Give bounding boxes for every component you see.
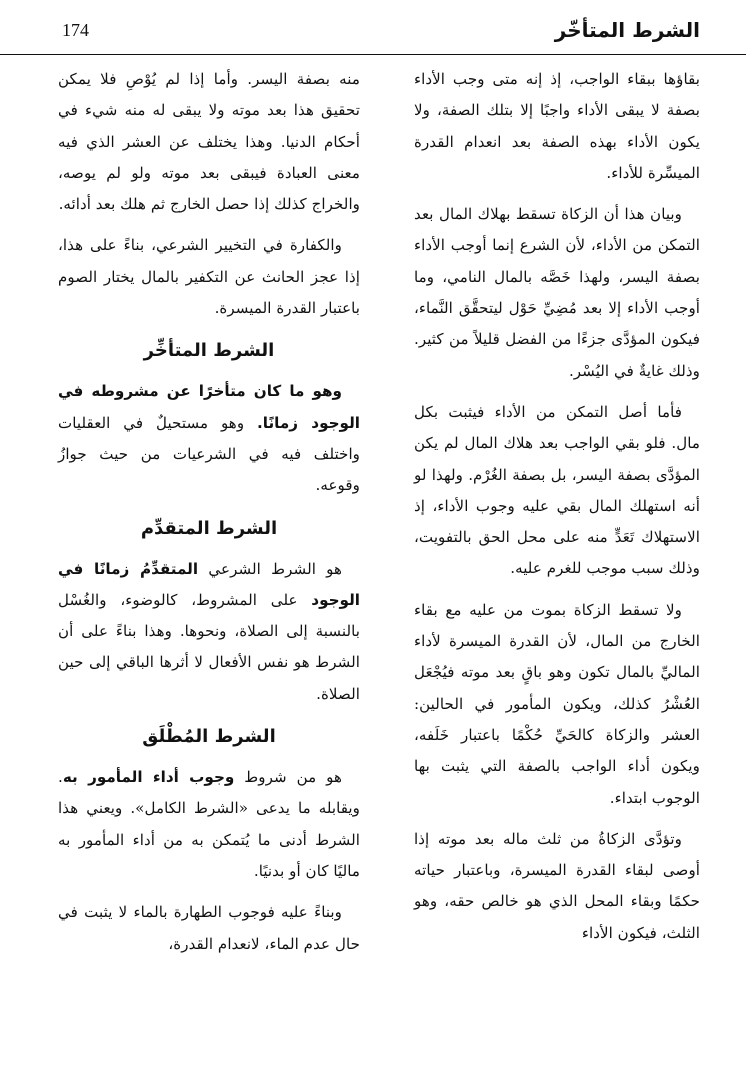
paragraph xyxy=(58,376,360,501)
section-heading-delayed-condition: الشرط المتأخِّر xyxy=(143,340,275,362)
paragraph: والكفارة في التخيير الشرعي، بناءً على هذا، إذا عجز الحانث عن التكفير بالمال يختار الصوم باعتبار القدرة الميسرة. xyxy=(58,236,360,318)
paragraph: فأما أصل التمكن من الأداء فيثبت بكل مال. فلو بقي الواجب بعد هلاك المال لم يكن المؤدَّى بصفة اليسر، بل بصفة الغُرْم. ولهذا لو أنه استهلك المال بقي عليه وجوب الأداء، إذ الاستهلاك تَعَدٍّ منه على محل الحق بالتفويت، وذلك سبب موجب للغرم عليه. xyxy=(414,402,700,578)
running-header xyxy=(0,14,746,55)
paragraph-text: هو من شروط xyxy=(234,768,342,787)
paragraph-text: وهو مستحيلٌ في العقليات واختلف فيه في الشرعيات من حيث جوازُ وقوعه. xyxy=(58,413,360,495)
running-head-title: الشرط المتأخّر xyxy=(554,18,700,42)
paragraph-text: على المشروط، كالوضوء، والغُسْل بالنسبة إلى الصلاة، ونحوها. وهذا بناءً على أن الشرط هو نفس الأفعال لا أثرها الباقي إلى حين الصلاة. xyxy=(58,590,360,703)
defined-term: وهو ما كان متأخرًا عن مشروطه في الوجود زمانًا. xyxy=(58,382,360,432)
paragraph: وتؤدَّى الزكاةُ من ثلث ماله بعد موته إذا أوصى لبقاء القدرة الميسرة، وباعتبار حياته حكمًا وبقاء المحل الذي هو خالص حقه، وهو الثلث، فيكون الأداء xyxy=(414,829,700,942)
paragraph: بقاؤها ببقاء الواجب، إذ إنه متى وجب الأداء بصفة لا يبقى الأداء واجبًا إلا بتلك الصفة، ولا يكون الأداء بهذه الصفة بعد انعدام القدرة الميسِّرة للأداء. xyxy=(414,70,700,182)
defined-term: المتقدِّمُ زمانًا في الوجود xyxy=(58,559,360,609)
paragraph-text: . ويقابله ما يدعى «الشرط الكامل». ويعني هذا الشرط أدنى ما يُتمكن به من أداء المأمور به ماليًا كان أو بدنيًا. xyxy=(58,768,360,880)
defined-term: وجوب أداء المأمور به xyxy=(62,768,235,787)
page-number: 174 xyxy=(62,20,89,40)
section-heading-preceding-condition: الشرط المتقدِّم xyxy=(140,517,278,539)
paragraph: وبناءً عليه فوجوب الطهارة بالماء لا يثبت في حال عدم الماء، لانعدام القدرة، xyxy=(58,903,360,953)
paragraph-text: هو الشرط الشرعي xyxy=(198,559,343,578)
paragraph xyxy=(58,554,360,710)
left-column xyxy=(58,64,360,970)
paragraph: منه بصفة اليسر. وأما إذا لم يُوْصِ فلا يمكن تحقيق هذا بعد موته ولا يبقى له منه شيء في أحكام الدنيا. وهذا يختلف عن العشر الذي فيه معنى العبادة فيبقى بعد موته ولو لم يوصه، والخراج كذلك إذا حصل الخارج ثم هلك بعد أدائه. xyxy=(58,70,360,214)
section-heading-absolute-condition: الشرط المُطْلَق xyxy=(142,726,276,748)
paragraph: ولا تسقط الزكاة بموت من عليه مع بقاء الخارج من المال، لأن القدرة الميسرة لأداء الماليِّ بالمال تكون وهو باقٍ بعد موته فيُجْعَل العُشْرُ كذلك، ويكون المأمور في الحالين: العشر والزكاة كالحَيِّ حُكْمًا باعتبار خَلَفه، ويكون أداء الواجب بالصفة التي يثبت بها الوجوب ابتداء. xyxy=(414,600,700,807)
paragraph: وبيان هذا أن الزكاة تسقط بهلاك المال بعد التمكن من الأداء، لأن الشرع إنما أوجب الأداء بصفة اليسر، ولهذا خَصَّه بالمال النامي، وما أوجب الأداء إلا بعد مُضِيِّ حَوْل ليتحقَّق النَّماء، فيكون المؤدَّى جزءًا من الفضل قليلاً من كثير. وذلك غايةٌ في اليُسْر. xyxy=(414,205,700,380)
paragraph xyxy=(58,762,360,887)
right-column xyxy=(414,64,700,959)
